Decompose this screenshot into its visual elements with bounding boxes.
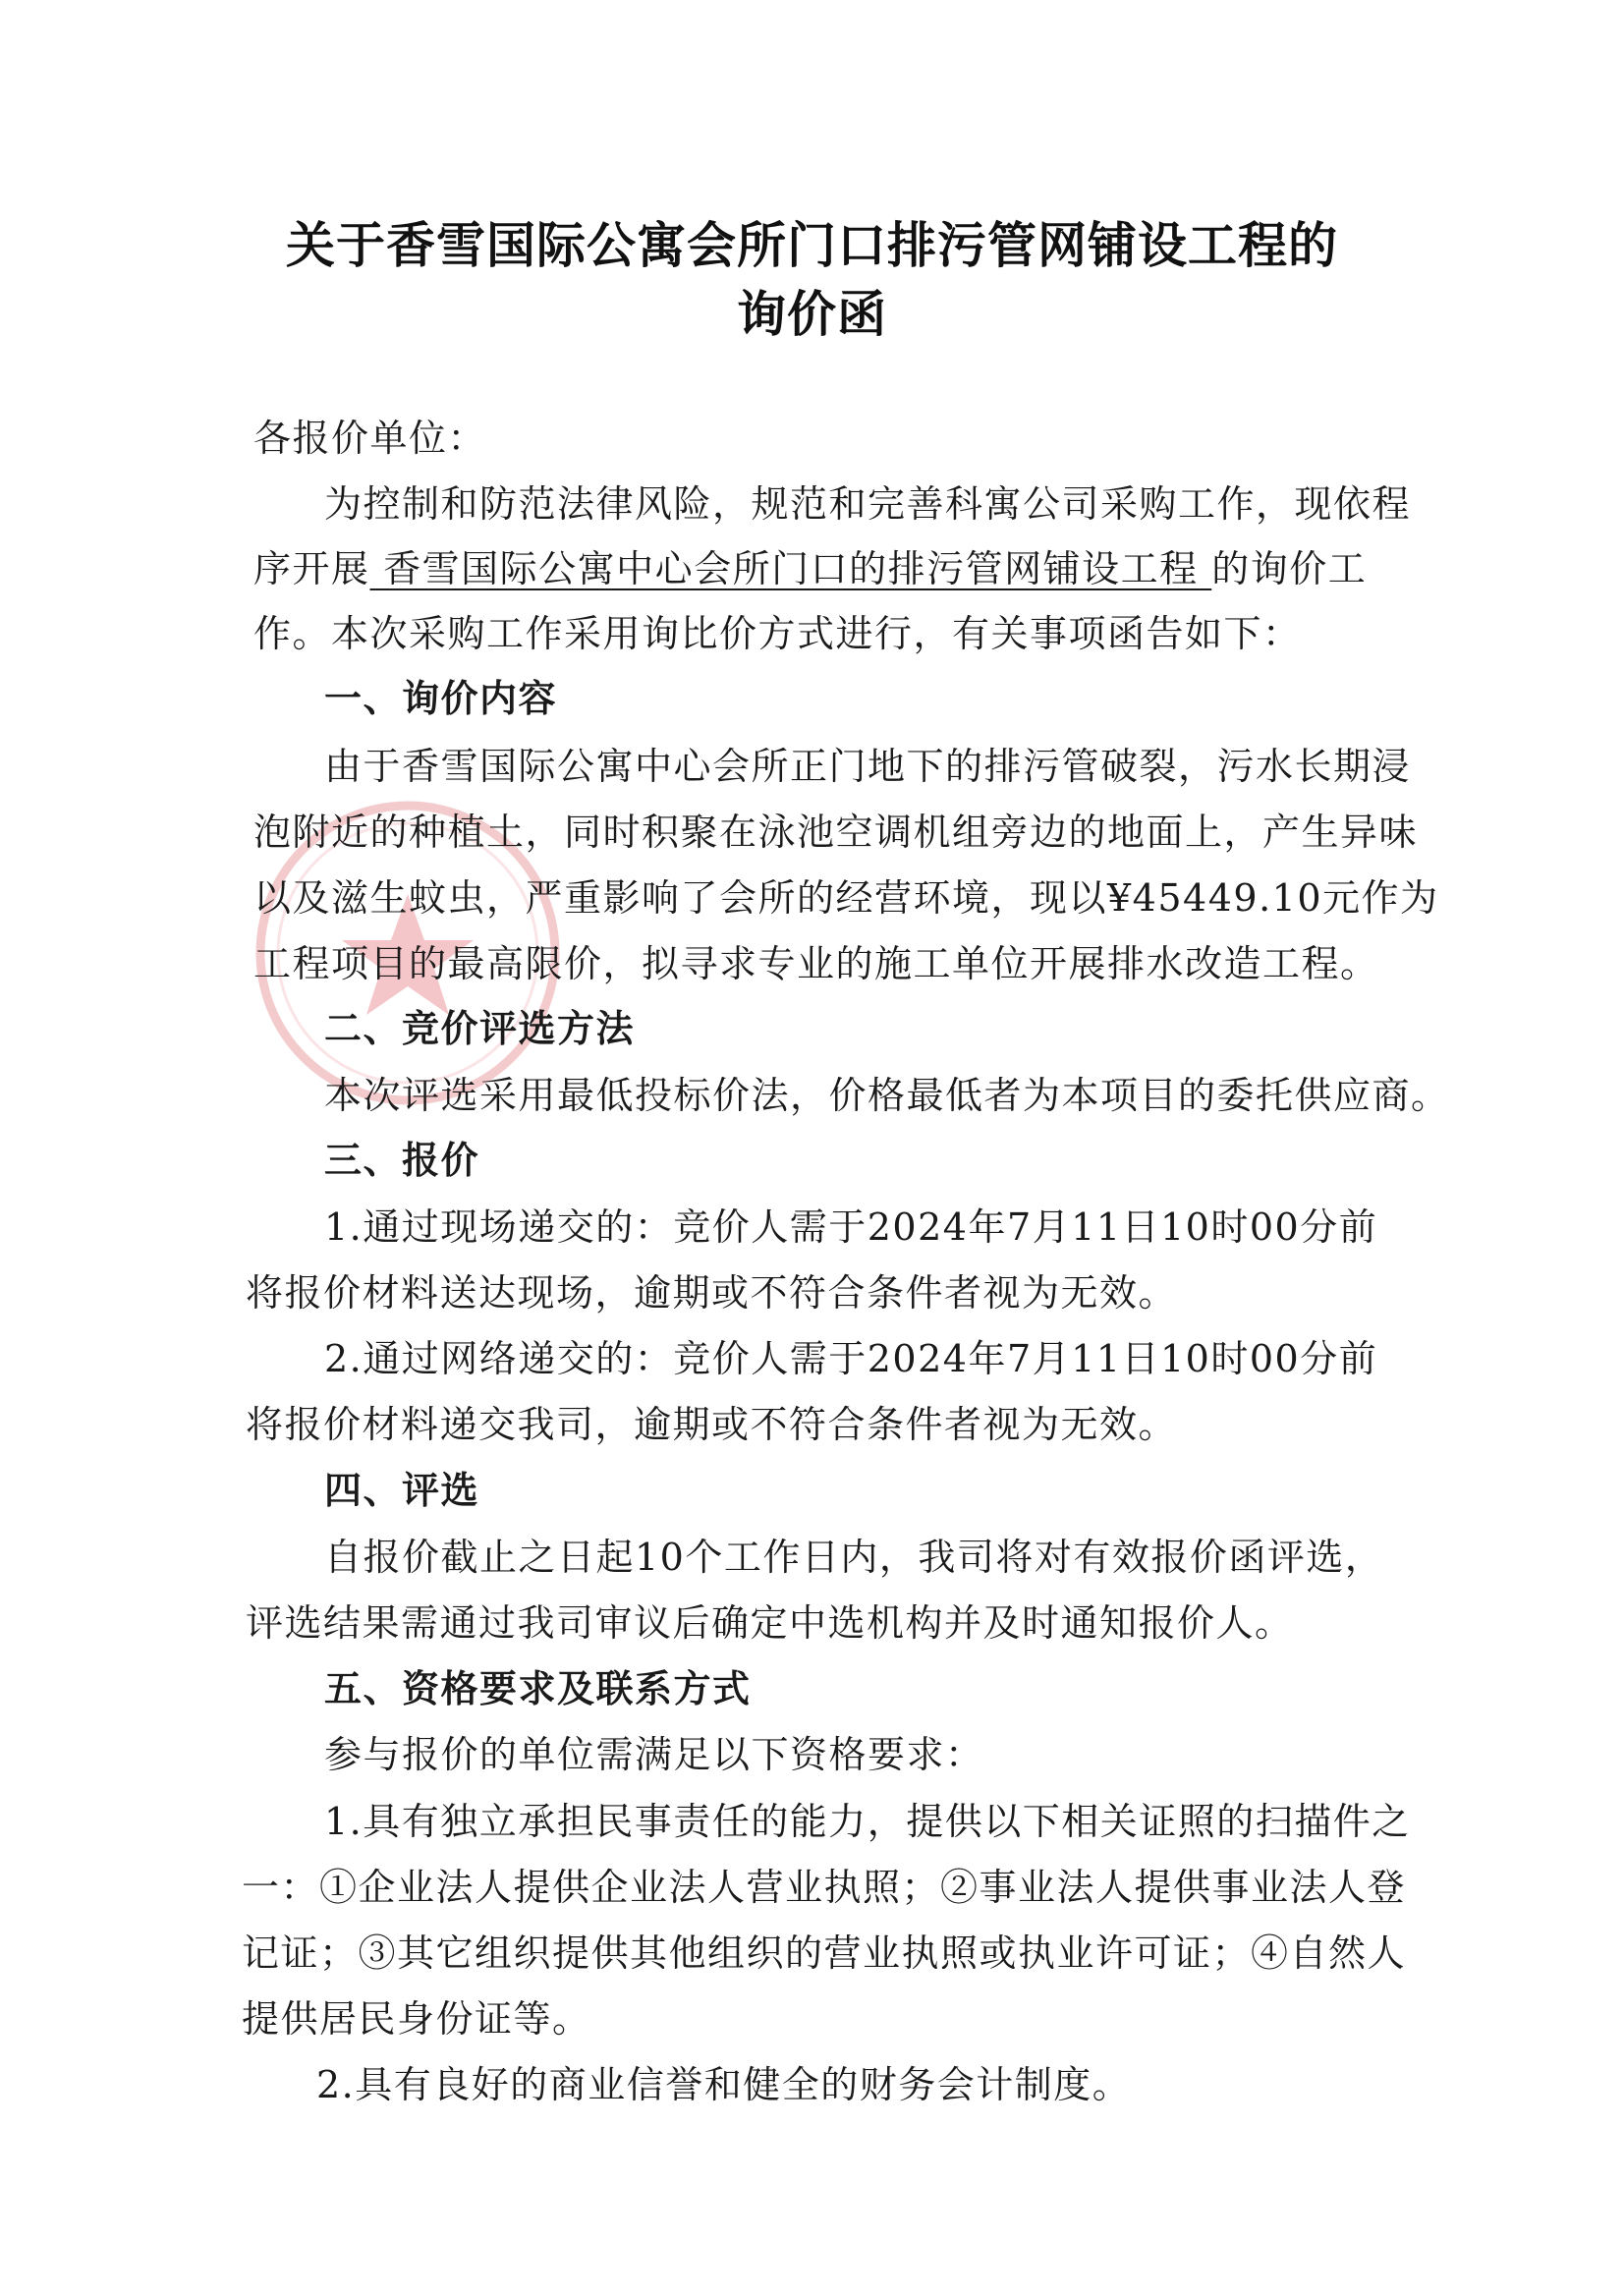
intro-line-3: 作。本次采购工作采用询比价方式进行，有关事项函告如下： bbox=[253, 612, 1302, 655]
section-2-line: 本次评选采用最低投标价法，价格最低者为本项目的委托供应商。 bbox=[324, 1074, 1450, 1117]
intro-line-2-suffix: 的询价工 bbox=[1211, 547, 1368, 590]
section-4-line-2: 评选结果需通过我司审议后确定中选机构并及时通知报价人。 bbox=[246, 1601, 1294, 1645]
section-1-line-3: 以及滋生蚊虫，严重影响了会所的经营环境，现以¥45449.10元作为 bbox=[253, 876, 1439, 920]
section-5-item-1-line-1: 1.具有独立承担民事责任的能力，提供以下相关证照的扫描件之 bbox=[324, 1800, 1411, 1843]
section-3-item-1-line-1: 1.通过现场递交的：竞价人需于2024年7月11日10时00分前 bbox=[324, 1205, 1378, 1249]
project-name-underlined: 香雪国际公寓中心会所门口的排污管网铺设工程 bbox=[369, 547, 1212, 590]
intro-line-1: 为控制和防范法律风险，规范和完善科寓公司采购工作，现依程 bbox=[324, 482, 1412, 526]
section-1-line-4: 工程项目的最高限价，拟寻求专业的施工单位开展排水改造工程。 bbox=[253, 942, 1379, 985]
section-5-item-1-line-2: 一：①企业法人提供企业法人营业执照；②事业法人提供事业法人登 bbox=[242, 1866, 1407, 1909]
section-5-intro: 参与报价的单位需满足以下资格要求： bbox=[324, 1733, 984, 1776]
intro-line-2-prefix: 序开展 bbox=[253, 547, 370, 590]
salutation: 各报价单位： bbox=[253, 417, 487, 460]
section-3-item-2-line-1: 2.通过网络递交的：竞价人需于2024年7月11日10时00分前 bbox=[324, 1337, 1378, 1380]
section-5-heading: 五、资格要求及联系方式 bbox=[324, 1667, 752, 1710]
section-3-heading: 三、报价 bbox=[324, 1139, 480, 1182]
section-5-item-1-line-4: 提供居民身份证等。 bbox=[242, 1997, 591, 2041]
section-4-line-1: 自报价截止之日起10个工作日内，我司将对有效报价函评选， bbox=[324, 1536, 1384, 1579]
section-5-item-1-line-3: 记证；③其它组织提供其他组织的营业执照或执业许可证；④自然人 bbox=[242, 1931, 1407, 1975]
section-1-line-2: 泡附近的种植土，同时积聚在泳池空调机组旁边的地面上，产生异味 bbox=[253, 811, 1419, 854]
section-5-item-2: 2.具有良好的商业信誉和健全的财务会计制度。 bbox=[316, 2063, 1132, 2106]
intro-line-2 bbox=[253, 546, 1367, 591]
section-2-heading: 二、竞价评选方法 bbox=[324, 1007, 636, 1050]
section-1-heading: 一、询价内容 bbox=[324, 677, 558, 720]
document-title-line-2: 询价函 bbox=[737, 286, 887, 343]
section-3-item-2-line-2: 将报价材料递交我司，逾期或不符合条件者视为无效。 bbox=[246, 1403, 1178, 1446]
section-1-line-1: 由于香雪国际公寓中心会所正门地下的排污管破裂，污水长期浸 bbox=[324, 745, 1412, 788]
section-3-item-1-line-2: 将报价材料送达现场，逾期或不符合条件者视为无效。 bbox=[246, 1271, 1178, 1315]
document-title-line-1: 关于香雪国际公寓会所门口排污管网铺设工程的 bbox=[286, 217, 1338, 274]
section-4-heading: 四、评选 bbox=[324, 1469, 480, 1512]
